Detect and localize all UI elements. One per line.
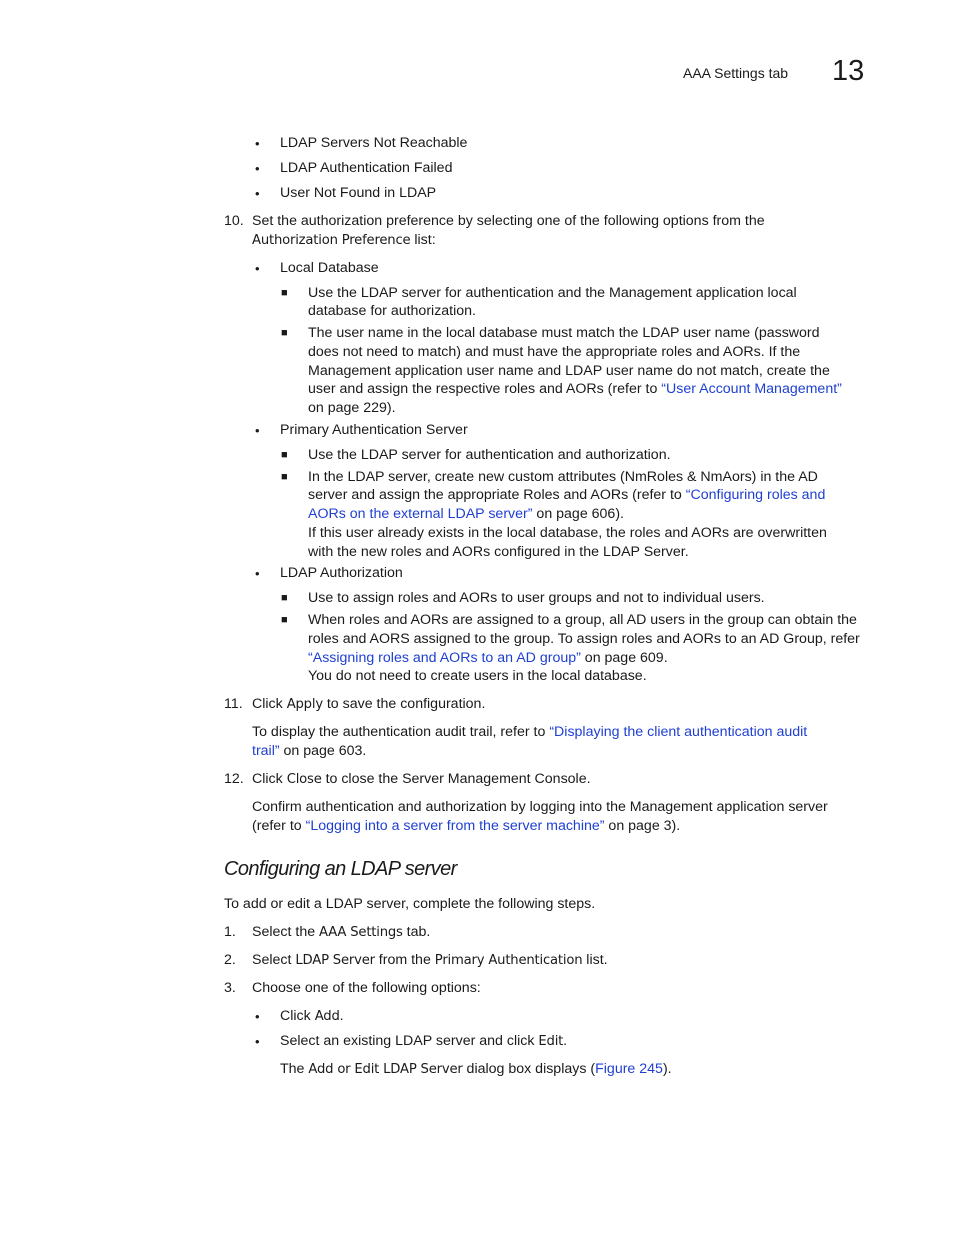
sub-item-text: If this user already exists in the local database, the roles and AORs are overwritten: [308, 525, 827, 541]
bullet-glyph: •: [255, 1009, 260, 1024]
cross-reference-link[interactable]: “User Account Management”: [661, 381, 842, 397]
sub-item-text: user and assign the respective roles and AORs (refer to “User Account Management”: [308, 381, 842, 397]
sub-item-text: on page 229).: [308, 400, 396, 416]
ui-term: Primary Authentication: [434, 953, 583, 968]
cross-reference-link[interactable]: AORs on the external LDAP server”: [308, 506, 533, 522]
step-text: Choose one of the following options:: [252, 980, 481, 996]
list-item: LDAP Authentication Failed: [280, 160, 453, 176]
sub-item-text: When roles and AORs are assigned to a group, all AD users in the group can obtain the: [308, 612, 857, 628]
option-label: LDAP Authorization: [280, 565, 403, 581]
cross-reference-link[interactable]: “Logging into a server from the server machine”: [305, 818, 605, 834]
step-number: 12.: [224, 771, 244, 787]
cross-reference-link[interactable]: “Configuring roles and: [685, 487, 826, 503]
sub-item-text: Use to assign roles and AORs to user groups and not to individual users.: [308, 590, 765, 606]
sub-item-text: Management application user name and LDAP user name do not match, create the: [308, 363, 830, 379]
step-text: Click Close to close the Server Management Console.: [252, 771, 591, 787]
ui-term: Close: [286, 772, 322, 787]
ui-term: LDAP Server: [295, 953, 375, 968]
section-heading: Configuring an LDAP server: [224, 858, 457, 880]
list-item: Select an existing LDAP server and click Edit.: [280, 1033, 568, 1049]
running-header-title: AAA Settings tab: [683, 65, 789, 81]
figure-link[interactable]: Figure 245: [595, 1061, 663, 1077]
list-item: Click Add.: [280, 1008, 344, 1024]
step-note: Confirm authentication and authorization by logging into the Management application server: [252, 799, 828, 815]
chapter-number: 13: [832, 55, 865, 87]
ui-term: Add or Edit LDAP Server: [308, 1062, 463, 1077]
step-note: trail” on page 603.: [252, 743, 367, 759]
step-number: 11.: [224, 696, 243, 712]
sub-item-text: “Assigning roles and AORs to an AD group” on page 609.: [308, 650, 668, 666]
square-bullet: ■: [281, 614, 288, 626]
step-text: Set the authorization preference by selecting one of the following options from the: [252, 213, 765, 229]
sub-item-text: Use the LDAP server for authentication and authorization.: [308, 447, 671, 463]
ui-term: Add: [314, 1009, 340, 1024]
section-intro: To add or edit a LDAP server, complete the following steps.: [224, 896, 596, 912]
step-text: Authorization Preference list:: [252, 232, 436, 248]
option-label: Primary Authentication Server: [280, 422, 468, 438]
square-bullet: ■: [281, 592, 288, 604]
bullet-glyph: •: [255, 566, 260, 581]
step-number: 10.: [224, 213, 244, 229]
bullet-glyph: •: [255, 136, 260, 151]
step-text: Select the AAA Settings tab.: [252, 924, 431, 940]
list-item: User Not Found in LDAP: [280, 185, 437, 201]
bullet-glyph: •: [255, 261, 260, 276]
step-text: Select LDAP Server from the Primary Authentication list.: [252, 952, 608, 968]
square-bullet: ■: [281, 471, 288, 483]
step-number: 3.: [224, 980, 236, 996]
list-item: LDAP Servers Not Reachable: [280, 135, 468, 151]
square-bullet: ■: [281, 287, 288, 299]
bullet-glyph: •: [255, 1034, 260, 1049]
bullet-glyph: •: [255, 186, 260, 201]
sub-item-text: The user name in the local database must match the LDAP user name (password: [308, 325, 820, 341]
cross-reference-link[interactable]: “Assigning roles and AORs to an AD group”: [308, 650, 581, 666]
ui-term: Authorization Preference: [252, 233, 411, 248]
sub-item-text: In the LDAP server, create new custom attributes (NmRoles & NmAors) in the AD: [308, 469, 818, 485]
sub-item-text: server and assign the appropriate Roles and AORs (refer to “Configuring roles and: [308, 487, 826, 503]
option-label: Local Database: [280, 260, 379, 276]
sub-item-text: You do not need to create users in the local database.: [308, 668, 647, 684]
step-number: 1.: [224, 924, 236, 940]
sub-item-text: database for authorization.: [308, 303, 476, 319]
step-text: Click Apply to save the configuration.: [252, 696, 486, 712]
bullet-glyph: •: [255, 161, 260, 176]
step-note: The Add or Edit LDAP Server dialog box displays (Figure 245).: [280, 1061, 672, 1077]
cross-reference-link[interactable]: “Displaying the client authentication audit: [549, 724, 808, 740]
sub-item-text: AORs on the external LDAP server” on page 606).: [308, 506, 624, 522]
ui-term: Edit: [538, 1034, 564, 1049]
sub-item-text: does not need to match) and must have the appropriate roles and AORs. If the: [308, 344, 801, 360]
sub-item-text: roles and AORS assigned to the group. To assign roles and AORs to an AD Group, refer: [308, 631, 860, 647]
step-note: (refer to “Logging into a server from the server machine” on page 3).: [252, 818, 681, 834]
sub-item-text: with the new roles and AORs configured in the LDAP Server.: [308, 544, 689, 560]
cross-reference-link[interactable]: trail”: [252, 743, 280, 759]
step-number: 2.: [224, 952, 236, 968]
ui-term: AAA Settings: [319, 925, 403, 940]
bullet-glyph: •: [255, 423, 260, 438]
step-note: To display the authentication audit trail, refer to “Displaying the client authentication audit: [252, 724, 808, 740]
sub-item-text: Use the LDAP server for authentication and the Management application local: [308, 285, 797, 301]
ui-term: Apply: [286, 697, 323, 712]
square-bullet: ■: [281, 449, 288, 461]
square-bullet: ■: [281, 327, 288, 339]
